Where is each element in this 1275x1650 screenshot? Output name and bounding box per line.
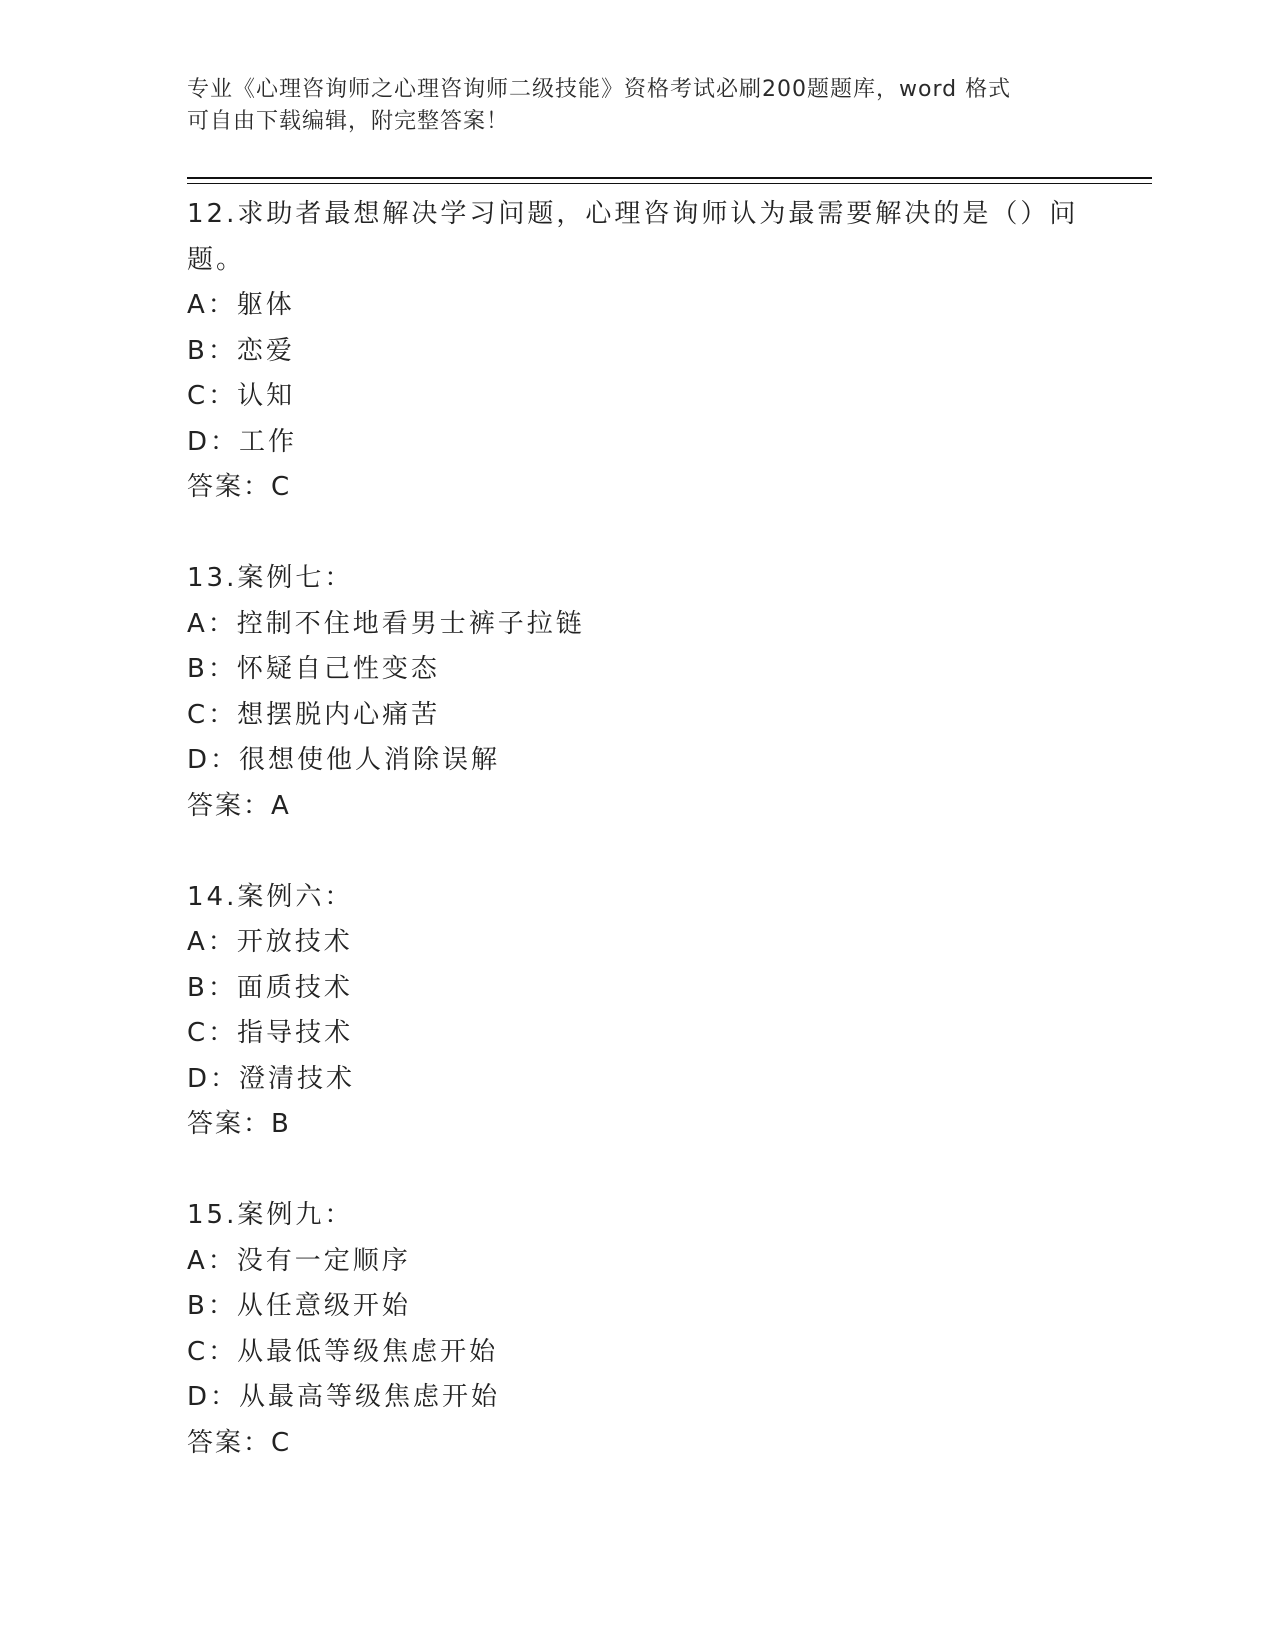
option-b: B：怀疑自己性变态 — [187, 654, 440, 684]
header-line-2: 可自由下载编辑，附完整答案！ — [187, 109, 510, 134]
answer-value: B — [271, 1109, 290, 1139]
answer-label: 答案： — [187, 790, 272, 821]
option-c: C：想摆脱内心痛苦 — [187, 699, 441, 730]
answer-label: 答案： — [187, 1427, 272, 1458]
answer-line — [187, 1421, 1087, 1467]
option-b: B：面质技术 — [187, 972, 353, 1003]
option-b: B：恋爱 — [187, 335, 295, 366]
option-d: D：很想使他人消除误解 — [187, 745, 501, 775]
answer-value: C — [271, 1427, 291, 1458]
question-14 — [187, 875, 1087, 1148]
option-c: C：指导技术 — [187, 1018, 354, 1048]
option-c: C：从最低等级焦虑开始 — [187, 1336, 499, 1367]
answer-value: A — [271, 790, 290, 821]
answer-label: 答案： — [187, 1109, 272, 1139]
answer-line — [187, 465, 1087, 511]
question-spacer — [187, 829, 1087, 875]
question-spacer — [187, 1148, 1087, 1194]
question-15 — [187, 1193, 1087, 1466]
question-stem: 14.案例六： — [187, 881, 354, 912]
option-a: A：躯体 — [187, 290, 295, 320]
answer-line — [187, 784, 1087, 830]
option-d: D：澄清技术 — [187, 1063, 356, 1094]
answer-label: 答案： — [187, 472, 272, 502]
option-d: D：工作 — [187, 426, 298, 457]
header-divider-thick — [187, 177, 1152, 179]
header-line-1: 专业《心理咨询师之心理咨询师二级技能》资格考试必刷200题题库，word 格式 — [187, 77, 1012, 102]
answer-line — [187, 1102, 1087, 1148]
question-stem: 15.案例九： — [187, 1200, 354, 1230]
option-c: C：认知 — [187, 381, 296, 411]
question-stem: 12.求助者最想解决学习问题，心理咨询师认为最需要解决的是（）问题。 — [187, 199, 1079, 275]
answer-value: C — [271, 472, 291, 502]
question-stem: 13.案例七： — [187, 563, 354, 593]
question-list — [187, 192, 1087, 1466]
header-divider-thin — [187, 183, 1152, 184]
option-d: D：从最高等级焦虑开始 — [187, 1382, 501, 1412]
option-b: B：从任意级开始 — [187, 1291, 411, 1321]
question-12 — [187, 192, 1087, 511]
option-a: A：开放技术 — [187, 927, 353, 957]
document-header — [187, 74, 1087, 138]
option-a: A：控制不住地看男士裤子拉链 — [187, 608, 585, 639]
question-spacer — [187, 511, 1087, 557]
option-a: A：没有一定顺序 — [187, 1245, 411, 1276]
question-13 — [187, 556, 1087, 829]
